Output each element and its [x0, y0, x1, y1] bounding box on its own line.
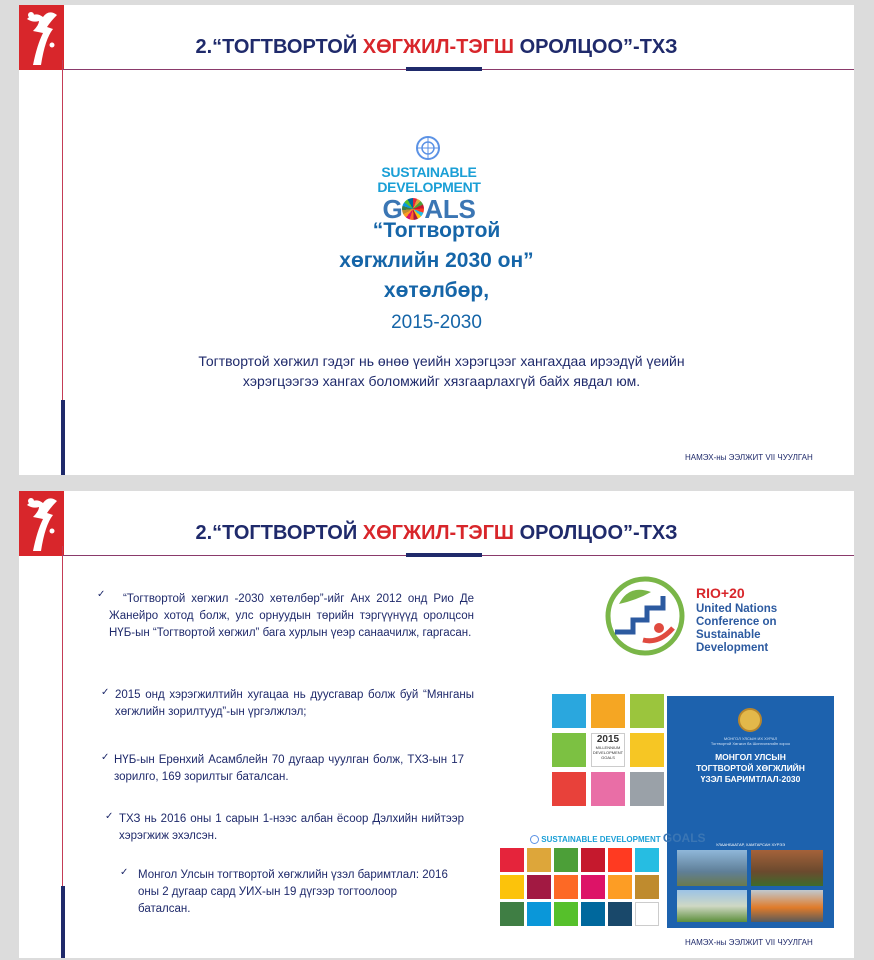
rio20-caption: United Nations Conference on Sustainable Development	[696, 603, 778, 654]
check-icon: ✓	[101, 752, 110, 763]
left-accent-bar	[61, 400, 65, 475]
sdg-goal-tile	[608, 848, 632, 872]
sdg-goal-tile	[554, 875, 578, 899]
sdg-goal-tile	[635, 848, 659, 872]
header-accent-bar	[406, 553, 482, 557]
mdg-tile	[552, 733, 586, 767]
left-accent-bar	[61, 886, 65, 958]
policy-book-cover: МОНГОЛ УЛСЫН ИХ ХУРАЛ Тогтвортой Хөгжил ба Шинэчлэлийн хороо МОНГОЛ УЛСЫН ТОГТВОРТОЙ ХӨГЖЛИЙН ҮЗЭЛ БАРИМТЛАЛ-2030 УЛААНБААТАР, ХАМТАРСАН ХУРЭЭ	[667, 696, 834, 928]
sdg-logo-line2: DEVELOPMENT	[377, 179, 481, 195]
rio20-title: RIO+20	[696, 585, 745, 601]
sdg-goal-tile	[527, 848, 551, 872]
sdg-goal-tile	[581, 848, 605, 872]
rio20-emblem-icon	[603, 574, 687, 658]
program-heading: “Тогтвортой хөгжлийн 2030 он” хөтөлбөр,	[339, 219, 534, 302]
bullet-start-date: ТХЗ нь 2016 оны 1 сарын 1-нээс албан ёсоор Дэлхийн нийтээр хэрэгжиж эхэлсэн.	[119, 813, 464, 842]
bullet-mongolia-policy: Монгол Улсын тогтвортой хөгжлийн үзэл баримтлал: 2016 оны 2 дугаар сард УИХ-ын 19 дүгээр тогтоолоор баталсан.	[138, 869, 448, 915]
mdg-tile	[630, 772, 664, 806]
sdg-goal-tile	[581, 875, 605, 899]
book-photo-children	[751, 850, 823, 886]
sdg-goal-tile	[527, 875, 551, 899]
un-emblem-icon	[530, 835, 539, 844]
sdg-goal-tile	[527, 902, 551, 926]
sdg-goal-tile	[608, 875, 632, 899]
un-emblem-icon	[415, 135, 441, 161]
slide-1	[19, 5, 854, 475]
mdg-tile	[552, 772, 586, 806]
definition-text: Тогтвортой хөгжил гэдэг нь өнөө үеийн хэрэгцээг хангахдаа ирээдүй үеийн хэрэгцээгээ хангах боломжийг хязгаарлахгүй байх явдал юм.	[198, 353, 685, 389]
sdg-goals-grid	[500, 848, 661, 926]
book-title: МОНГОЛ УЛСЫН ТОГТВОРТОЙ ХӨГЖЛИЙН ҮЗЭЛ БАРИМТЛАЛ-2030	[696, 752, 805, 784]
book-photo-yurt	[677, 890, 747, 922]
slide-2	[19, 491, 854, 958]
slide-title: 2.“ТОГТВОРТОЙ ХӨГЖИЛ-ТЭГШ ОРОЛЦОО”-ТХЗ	[195, 522, 678, 544]
sdg-goal-tile	[608, 902, 632, 926]
sdg-logo-line3: G ALS	[382, 194, 476, 224]
rio20-logo	[603, 574, 783, 658]
mdg-tile	[591, 772, 625, 806]
bullet-rio: “Тогтвортой хөгжил -2030 хөтөлбөр”-ийг Анх 2012 онд Рио Де Жанейро хотод болж, улс орнуудын төрийн тэргүүнүүд оролцсон НҮБ-ын “Тогтвортой хөгжил” бага хурлын үеэр санаачилж, гаргасан.	[109, 593, 474, 639]
footer-text: НАМЭХ-ны ЭЭЛЖИТ VII ЧУУЛГАН	[685, 938, 813, 947]
mdg-center-tile: 2015 MILLENNIUM DEVELOPMENT GOALS	[591, 733, 625, 767]
sdg-goal-tile	[554, 902, 578, 926]
mdg-tile	[591, 694, 625, 728]
sdg-small-logo: SUSTAINABLE DEVELOPMENT GOALS	[530, 831, 660, 845]
mdg-tile	[630, 694, 664, 728]
sdg-logo-line1: SUSTAINABLE	[381, 164, 477, 180]
book-photo-workers	[751, 890, 823, 922]
sdg-goal-tile	[500, 902, 524, 926]
sdg-goal-tile	[635, 902, 659, 926]
check-icon: ✓	[101, 687, 110, 698]
sdg-goal-tile	[500, 875, 524, 899]
bullet-mdg: 2015 онд хэрэгжилтийн хугацаа нь дуусгавар болж буй “Мянганы хөгжлийн зорилтууд”-ын үргэлжлэл;	[115, 689, 474, 718]
sdg-goal-tile	[581, 902, 605, 926]
header-accent-bar	[406, 67, 482, 71]
mdg-goals-grid	[552, 694, 664, 806]
footer-text: НАМЭХ-ны ЭЭЛЖИТ VII ЧУУЛГАН	[685, 453, 813, 462]
sdg-goal-tile	[500, 848, 524, 872]
book-photo-factory	[677, 850, 747, 886]
sdg-logo	[374, 135, 484, 225]
check-icon: ✓	[120, 867, 129, 878]
slide-title: 2.“ТОГТВОРТОЙ ХӨГЖИЛ-ТЭГШ ОРОЛЦОО”-ТХЗ	[195, 36, 678, 58]
check-icon: ✓	[97, 589, 106, 600]
sdg-goal-tile	[635, 875, 659, 899]
soyombo-emblem-icon	[738, 708, 762, 732]
bullet-un-assembly: НҮБ-ын Ерөнхий Асамблейн 70 дугаар чуулган болж, ТХЗ-ын 17 зорилго, 169 зорилтыг баталсан.	[114, 754, 464, 783]
mdg-tile	[630, 733, 664, 767]
check-icon: ✓	[105, 811, 114, 822]
sdg-goal-tile	[554, 848, 578, 872]
mdg-tile	[552, 694, 586, 728]
program-years: 2015-2030	[391, 312, 482, 333]
